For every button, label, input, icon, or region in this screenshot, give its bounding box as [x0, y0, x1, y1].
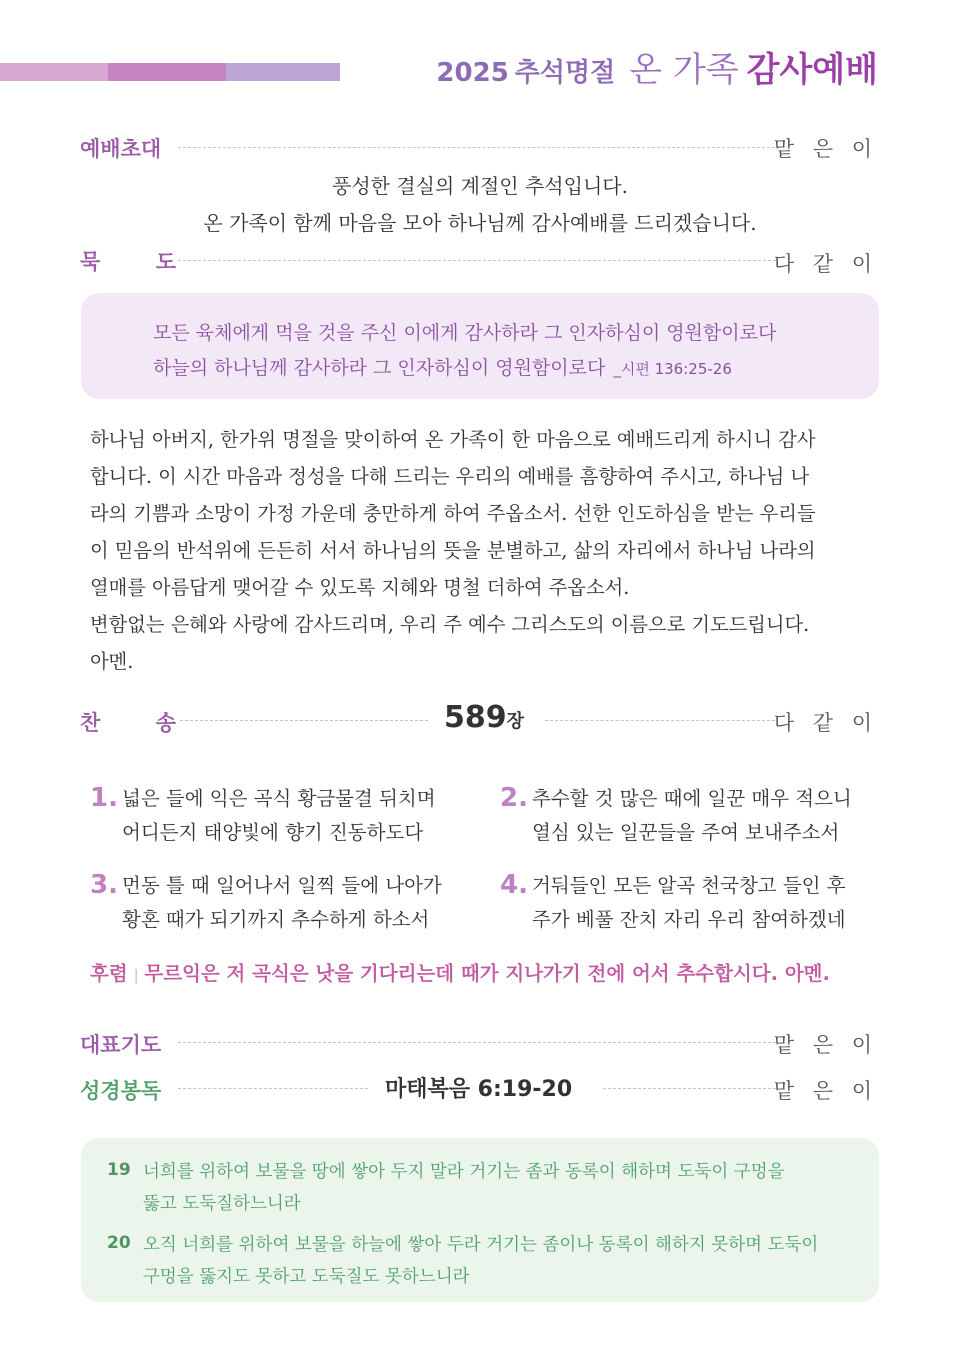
- role-rep-prayer: 맡 은 이: [773, 1033, 878, 1057]
- verse-line: 오직 너희를 위하여 보물을 하늘에 쌓아 두라 거기는 좀이나 동록이 해하지 못하며 도둑이: [143, 1235, 819, 1255]
- stanza-number: 1.: [90, 783, 118, 813]
- scripture-reference: 마태복음 6:19-20: [385, 1077, 573, 1102]
- psalm-reference: _시편 136:25-26: [613, 360, 732, 378]
- hymn-refrain: [90, 958, 830, 986]
- prayer-line: 이 믿음의 반석위에 든든히 서서 하나님의 뜻을 분별하고, 삶의 자리에서 하나님 나라의: [90, 539, 816, 562]
- header-bar-segment: [108, 63, 226, 81]
- stanza-line: 주가 베풀 잔치 자리 우리 참여하겠네: [532, 908, 846, 931]
- verse-line: 구멍을 뚫지도 못하고 도둑질도 못하느니라: [143, 1267, 470, 1287]
- page-title: [436, 48, 878, 98]
- verse-line: 너희를 위하여 보물을 땅에 쌓아 두지 말라 거기는 좀과 동록이 해하며 도둑이 구멍을: [143, 1162, 785, 1182]
- prayer-paragraph: [90, 421, 880, 680]
- stanza-line: 어디든지 태양빛에 향기 진동하도다: [122, 821, 424, 844]
- refrain-text: 무르익은 저 곡식은 낫을 기다리는데 때가 지나가기 전에 어서 추수합시다. 아멘.: [144, 962, 830, 985]
- verse-number: 20: [107, 1233, 131, 1253]
- section-label-invocation: 예배초대: [80, 137, 162, 161]
- invocation-line-2: 온 가족이 함께 마음을 모아 하나님께 감사예배를 드리겠습니다.: [203, 211, 757, 235]
- section-label-silent-prayer: 묵 도: [80, 250, 200, 274]
- dashed-leader: [178, 1042, 776, 1043]
- hymn-number-unit: 장: [506, 711, 525, 732]
- verse-line: 뚫고 도둑질하느니라: [143, 1194, 301, 1214]
- title-main: 온 가족: [629, 50, 739, 90]
- stanza-line: 넓은 들에 익은 곡식 황금물결 뒤치며: [122, 787, 436, 810]
- stanza-line: 거둬들인 모든 알곡 천국창고 들인 후: [532, 874, 846, 897]
- psalm-box: [81, 293, 879, 399]
- stanza-number: 4.: [500, 870, 528, 900]
- prayer-line: 하나님 아버지, 한가위 명절을 맞이하여 온 가족이 한 마음으로 예배드리게 하시니 감사: [90, 428, 816, 451]
- stanza-number: 2.: [500, 783, 528, 813]
- title-year: 2025: [436, 58, 509, 88]
- refrain-label: 후렴: [90, 962, 128, 985]
- psalm-line-1: 모든 육체에게 먹을 것을 주신 이에게 감사하라 그 인자하심이 영원함이로다: [153, 322, 777, 344]
- role-invocation: 맡 은 이: [773, 137, 878, 161]
- stanza-number: 3.: [90, 870, 118, 900]
- prayer-line: 아멘.: [90, 650, 134, 673]
- role-silent-prayer: 다 같 이: [773, 252, 878, 276]
- prayer-line: 합니다. 이 시간 마음과 정성을 다해 드리는 우리의 예배를 흠향하여 주시고, 하나님 나: [90, 465, 810, 488]
- prayer-line: 열매를 아름답게 맺어갈 수 있도록 지혜와 명철 더하여 주옵소서.: [90, 576, 630, 599]
- role-hymn: 다 같 이: [773, 711, 878, 735]
- role-scripture: 맡 은 이: [773, 1079, 878, 1103]
- dashed-leader: [545, 720, 775, 721]
- section-label-scripture: 성경봉독: [80, 1079, 162, 1103]
- prayer-line: 라의 기쁨과 소망이 가정 가운데 충만하게 하여 주옵소서. 선한 인도하심을 받는 우리들: [90, 502, 816, 525]
- hymn-number: [444, 700, 524, 735]
- dashed-leader: [603, 1088, 776, 1089]
- refrain-separator: |: [133, 968, 139, 984]
- stanza-line: 먼동 틀 때 일어나서 일찍 들에 나아가: [122, 874, 442, 897]
- header-bar-segment: [0, 63, 108, 81]
- dashed-leader: [178, 147, 780, 148]
- psalm-line-2-text: 하늘의 하나님께 감사하라 그 인자하심이 영원함이로다: [153, 357, 606, 379]
- dashed-leader: [180, 720, 428, 721]
- header-bar-segment: [226, 63, 340, 81]
- section-label-rep-prayer: 대표기도: [80, 1033, 162, 1057]
- dashed-leader: [178, 1088, 368, 1089]
- psalm-line-2: [153, 353, 732, 380]
- section-label-hymn: 찬 송: [80, 711, 200, 735]
- verse-number: 19: [107, 1160, 131, 1180]
- stanza-line: 황혼 때가 되기까지 추수하게 하소서: [122, 908, 430, 931]
- invocation-line-1: 풍성한 결실의 계절인 추석입니다.: [332, 174, 628, 198]
- title-bold: 감사예배: [746, 50, 878, 90]
- prayer-line: 변함없는 은혜와 사랑에 감사드리며, 우리 주 예수 그리스도의 이름으로 기도드립니다.: [90, 613, 810, 636]
- stanza-line: 추수할 것 많은 때에 일꾼 매우 적으니: [532, 787, 852, 810]
- title-subtitle: 추석명절: [514, 58, 616, 88]
- stanza-line: 열심 있는 일꾼들을 주여 보내주소서: [532, 821, 840, 844]
- hymn-number-value: 589: [444, 700, 507, 735]
- dashed-leader: [178, 260, 776, 261]
